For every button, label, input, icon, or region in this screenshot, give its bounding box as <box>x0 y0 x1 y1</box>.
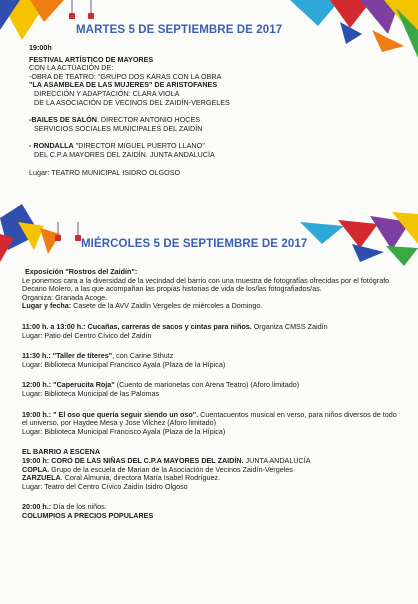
caperucita-rest: (Cuento de marionetas con Arena Teatro) (Aforo limitado) <box>114 380 300 390</box>
obra-line: -OBRA DE TEATRO: "GRUPO DOS KARAS CON LA OBRA <box>29 71 222 81</box>
barrio-title: EL BARRIO A ESCENA <box>22 447 101 457</box>
direccion-line: DIRECCIÓN Y ADAPTACIÓN: CLARA VIOLA <box>34 88 180 98</box>
oso-rest: Cuentacuentos musical en verso, para niños diversos de todo el universo, por Haydee Mesa y Jose Vilchez (Aforo limitado) <box>22 409 397 428</box>
ninos-rest: Día de los niños. <box>51 502 107 512</box>
oso-lugar: Lugar: Biblioteca Municipal Francisco Ayala (Plaza de la Hípica) <box>22 426 226 436</box>
servicios-line: SERVICIOS SOCIALES MUNICIPALES DEL ZAIDÍN <box>34 123 203 133</box>
titeres-lugar: Lugar: Biblioteca Municipal Francisco Ayala (Plaza de la Hípica) <box>22 359 226 369</box>
zarzuela-label: ZARZUELA <box>22 473 61 483</box>
expo-title: Exposición "Rostros del Zaidín": <box>25 267 138 276</box>
titeres-rest: , con Carine Sthutz <box>112 351 174 361</box>
festival-title: FESTIVAL ARTÍSTICO DE MAYORES <box>29 54 154 64</box>
wednesday-title: MIÉRCOLES 5 DE SEPTIEMBRE DE 2017 <box>81 238 308 250</box>
wednesday-program <box>22 268 410 520</box>
columpios-line: COLUMPIOS A PRECIOS POPULARES <box>22 510 154 520</box>
lugar-fecha-label: Lugar y fecha: <box>22 301 72 311</box>
ninos-time: 20:00 h.: <box>22 502 52 512</box>
zarzuela-rest: . Coral Almunia, directora María Isabel Rodríguez. <box>60 473 221 483</box>
expo-organiza: Organiza: Granada Acoge. <box>22 292 108 302</box>
cpa-line: DEL C.P.A MAYORES DEL ZAIDÍN. JUNTA ANDALUCÍA <box>34 149 215 159</box>
cucanas-org: Organiza CMSS Zaidín <box>251 321 328 331</box>
caperucita-lugar: Lugar: Biblioteca Municipal de las Palomas <box>22 388 160 398</box>
oso-line <box>22 411 400 428</box>
titeres-time: 11:30 h.: "Taller de títeres" <box>22 351 113 361</box>
copla-rest: Grupo de la escuela de Marian de la Asociación de Vecinos Zaidín-Vergeles <box>49 464 293 474</box>
cucanas-time: 11:00 h. a 13:00 h.: Cucañas, carreras de sacos y cintas para niños. <box>22 321 252 331</box>
coro-rest: JUNTA ANDALUCÍA <box>243 455 311 465</box>
con-actuacion: CON LA ACTUACIÓN DE: <box>29 63 114 73</box>
cucanas-lugar: Lugar: Patio del Centro Cívico del Zaidín <box>22 330 152 340</box>
tuesday-lugar: Lugar: TEATRO MUNICIPAL ISIDRO OLGOSO <box>29 167 181 177</box>
asociacion-line: DE LA ASOCIACIÓN DE VECINOS DEL ZAIDÍN-VERGELES <box>34 97 230 107</box>
tuesday-program <box>29 44 410 177</box>
teatro-lugar: Lugar: Teatro del Centro Cívico Zaidín Isidro Olgoso <box>22 481 188 491</box>
caperucita-time: 12:00 h.: "Caperucita Roja" <box>22 380 115 390</box>
bailes-rest: . DIRECTOR ANTONIO HOCES <box>96 115 201 125</box>
expo-text: Le ponemos cara a la diversidad de la vecindad del barrio con una muestra de fotografías ofrecidas por el fotógrafo Decano Molero, a las que acompañan las propias historias de vida de los/las fotografiados/as. <box>22 275 390 294</box>
tuesday-time: 19:00h <box>29 43 52 52</box>
rondalla-rest: "DIRECTOR MIGUEL PUERTO LLANO" <box>73 141 205 151</box>
oso-time: 19:00 h.: " El oso que quería seguir siendo un oso". <box>22 409 199 419</box>
rondalla-label: - RONDALLA <box>29 141 74 151</box>
coro-text: 19:00 h: CORO DE LAS NIÑAS DEL C.P.A MAYORES DEL ZAIDÍN. <box>22 455 244 465</box>
lugar-fecha-line <box>22 302 410 311</box>
asamblea-line: "LA ASAMBLEA DE LAS MUJERES" DE ARISTOFANES <box>29 80 218 90</box>
copla-label: COPLA. <box>22 464 50 474</box>
lugar-fecha-text: Casete de la AVV Zaidín Vergeles de miércoles a Domingo. <box>71 301 263 311</box>
bailes-label: -BAILES DE SALÓN <box>29 115 97 125</box>
tuesday-title: MARTES 5 DE SEPTIEMBRE DE 2017 <box>76 24 283 36</box>
